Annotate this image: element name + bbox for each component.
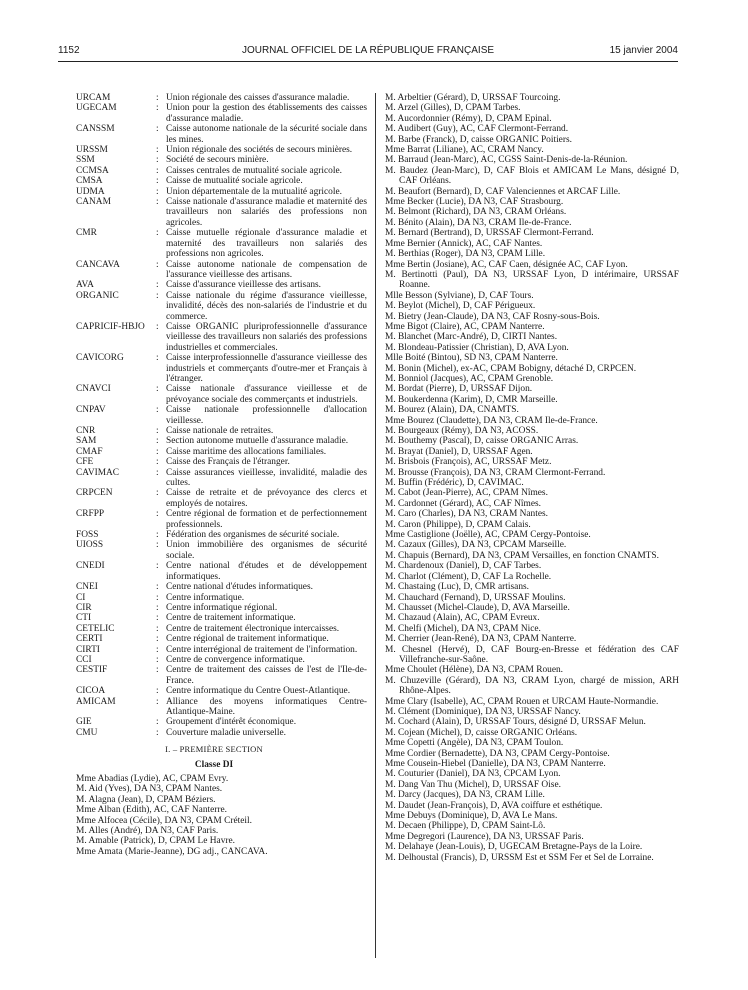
abbreviation-entry — [76, 436, 367, 446]
separator-colon: : — [156, 165, 159, 176]
person-entry: M. Chuzeville (Gérard), DA N3, CRAM Lyon, chargé de mission, ARH Rhône-Alpes. — [385, 675, 679, 697]
person-entry: M. Cazaux (Gilles), DA N3, CPCAM Marseille. — [385, 540, 567, 551]
person-entry: M. Barraud (Jean-Marc), AC, CGSS Saint-Denis-de-la-Réunion. — [385, 155, 628, 166]
abbreviation-definition: Union départementale de la mutualité agricole. — [166, 186, 342, 197]
abbreviation-term: CTI — [76, 613, 92, 624]
abbreviation-term: CCI — [76, 654, 92, 665]
abbreviation-term: CANSSM — [76, 124, 115, 135]
abbreviation-entry — [76, 426, 367, 436]
abbreviation-definition: Centre de traitement électronique intercaisses. — [166, 623, 340, 634]
abbreviation-entry — [76, 582, 367, 592]
abbreviation-definition: Caisse mutuelle régionale d'assurance maladie et maternité des travailleurs non salariés des professions non agricoles. — [166, 228, 367, 260]
abbreviation-term: CRFPP — [76, 509, 105, 520]
person-entry: Mme Bigot (Claire), AC, CPAM Nanterre. — [385, 321, 545, 332]
person-entry: M. Blondeau-Patissier (Christian), D, AVA Lyon. — [385, 342, 569, 353]
person-entry: M. Brisbois (François), AC, URSSAF Metz. — [385, 457, 552, 468]
person-entry: Mme Bernier (Annick), AC, CAF Nantes. — [385, 238, 543, 249]
separator-colon: : — [156, 602, 159, 613]
abbreviation-term: CNEI — [76, 582, 98, 593]
abbreviation-entry — [76, 228, 367, 259]
abbreviation-entry — [76, 93, 367, 103]
person-entry: M. Bietry (Jean-Claude), DA N3, CAF Rosny-sous-Bois. — [385, 311, 600, 322]
abbreviation-entry — [76, 530, 367, 540]
abbreviation-definition: Caisse d'assurance vieillesse des artisans. — [166, 280, 322, 291]
separator-colon: : — [156, 696, 159, 707]
abbreviation-definition: Centre régional de formation et de perfectionnement professionnels. — [166, 509, 367, 530]
person-entry: M. Chausset (Michel-Claude), D, AVA Marseille. — [385, 602, 570, 613]
abbreviation-entry — [76, 103, 367, 124]
abbreviation-definition: Centre de traitement des caisses de l'est de l'Ile-de-France. — [166, 665, 367, 686]
abbreviation-definition: Caisse maritime des allocations familiales. — [166, 446, 327, 457]
abbreviation-term: CIR — [76, 602, 92, 613]
person-entry: Mme Castiglione (Joëlle), AC, CPAM Cergy-Pontoise. — [385, 530, 591, 541]
abbreviation-entry — [76, 405, 367, 426]
separator-colon: : — [156, 384, 159, 395]
abbreviation-term: SSM — [76, 155, 95, 166]
person-entry: M. Bernard (Bertrand), D, URSSAF Clermont-Ferrand. — [385, 228, 594, 239]
person-entry: Mme Alban (Edith), AC, CAF Nanterre. — [76, 805, 228, 816]
person-entry: Mme Choulet (Hélène), DA N3, CPAM Rouen. — [385, 665, 564, 676]
separator-colon: : — [156, 145, 159, 156]
separator-colon: : — [156, 290, 159, 301]
person-entry: M. Clément (Dominique), DA N3, URSSAF Nancy. — [385, 706, 581, 717]
separator-colon: : — [156, 654, 159, 665]
abbreviation-entry — [76, 280, 367, 290]
abbreviation-definition: Caisse de mutualité sociale agricole. — [166, 176, 303, 187]
person-entry: M. Arzel (Gilles), D, CPAM Tarbes. — [385, 103, 521, 114]
abbreviation-term: UGECAM — [76, 103, 117, 114]
abbreviation-term: CETELIC — [76, 623, 115, 634]
person-entry: M. Chesnel (Hervé), D, CAF Bourg-en-Bresse et fédération des CAF Villefranche-sur-Saône. — [385, 644, 679, 665]
person-entry: M. Bouthemy (Pascal), D, caisse ORGANIC Arras. — [385, 436, 579, 447]
abbreviation-definition: Caisse de retraite et de prévoyance des clercs et employés de notaires. — [166, 488, 367, 509]
separator-colon: : — [156, 176, 159, 187]
abbreviation-term: UIOSS — [76, 540, 104, 551]
class-title: Classe DI — [194, 759, 234, 770]
separator-colon: : — [156, 665, 159, 676]
separator-colon: : — [156, 686, 159, 697]
abbreviation-definition: Caisse autonome nationale de la sécurité sociale dans les mines. — [166, 124, 367, 145]
abbreviation-term: CESTIF — [76, 665, 108, 676]
separator-colon: : — [156, 530, 159, 541]
person-entry: M. Beaufort (Bernard), D, CAF Valenciennes et ARCAF Lille. — [385, 186, 621, 197]
abbreviation-term: CMAF — [76, 446, 103, 457]
person-entry: M. Boukerdenna (Karim), D, CMR Marseille. — [385, 394, 558, 405]
abbreviation-entry — [76, 603, 367, 613]
abbreviation-term: CFE — [76, 457, 94, 468]
separator-colon: : — [156, 228, 159, 239]
person-entry: M. Beylot (Michel), D, CAF Périgueux. — [385, 301, 536, 312]
person-entry: M. Bonin (Michel), ex-AC, CPAM Bobigny, détaché D, CRPCEN. — [385, 363, 637, 374]
abbreviation-term: CAVIMAC — [76, 467, 120, 478]
abbreviation-term: ORGANIC — [76, 290, 119, 301]
abbreviation-definition: Fédération des organismes de sécurité sociale. — [166, 530, 340, 541]
abbreviation-entry — [76, 697, 367, 718]
abbreviation-term: CNEDI — [76, 561, 105, 572]
abbreviation-entry — [76, 260, 367, 281]
abbreviation-definition: Caisse nationale professionnelle d'allocation vieillesse. — [166, 405, 367, 426]
page-header — [58, 45, 678, 61]
person-entry: M. Chapuis (Bernard), DA N3, CPAM Versailles, en fonction CNAMTS. — [385, 550, 659, 561]
separator-colon: : — [156, 446, 159, 457]
abbreviation-term: CMSA — [76, 176, 103, 187]
abbreviation-definition: Union régionale des caisses d'assurance maladie. — [166, 93, 350, 103]
separator-colon: : — [156, 353, 159, 364]
person-entry: M. Cochard (Alain), D, URSSAF Tours, désigné D, URSSAF Melun. — [385, 717, 646, 728]
abbreviation-definition: Union pour la gestion des établissements des caisses d'assurance maladie. — [166, 103, 367, 124]
abbreviation-term: CANCAVA — [76, 259, 120, 270]
page-number: 1152 — [58, 45, 80, 56]
abbreviation-definition: Groupement d'intérêt économique. — [166, 717, 297, 728]
abbreviation-definition: Centre de convergence informatique. — [166, 654, 305, 665]
person-entry: M. Caro (Charles), DA N3, CRAM Nantes. — [385, 509, 549, 520]
person-entry: M. Couturier (Daniel), DA N3, CPCAM Lyon. — [385, 769, 561, 780]
separator-colon: : — [156, 592, 159, 603]
abbreviation-entry — [76, 665, 367, 686]
person-entry: M. Caron (Philippe), D, CPAM Calais. — [385, 519, 531, 530]
abbreviation-definition: Caisse des Français de l'étranger. — [166, 457, 290, 468]
abbreviation-definition: Caisses centrales de mutualité sociale agricole. — [166, 165, 342, 176]
separator-colon: : — [156, 717, 159, 728]
person-entry: M. Cardonnet (Gérard), AC, CAF Nîmes. — [385, 498, 541, 509]
person-entry: M. Berthias (Roger), DA N3, CPAM Lille. — [385, 249, 546, 260]
person-entry: M. Audibert (Guy), AC, CAF Clermont-Ferrand. — [385, 124, 569, 135]
abbreviation-definition: Caisse nationale d'assurance vieillesse et de prévoyance sociale des commerçants et industriels. — [166, 384, 367, 405]
abbreviation-term: URSSM — [76, 145, 108, 156]
abbreviation-definition: Caisse nationale d'assurance maladie et maternité des travailleurs non salariés des professions non agricoles. — [166, 197, 367, 228]
abbreviation-definition: Alliance des moyens informatiques Centre-Atlantique-Maine. — [166, 696, 367, 717]
abbreviation-entry — [76, 124, 367, 145]
journal-title: JOURNAL OFFICIEL DE LA RÉPUBLIQUE FRANÇAISE — [241, 45, 495, 56]
separator-colon: : — [156, 613, 159, 624]
person-entry: Mme Degregori (Laurence), DA N3, URSSAF Paris. — [385, 831, 584, 842]
abbreviation-entry — [76, 717, 367, 727]
person-entry: M. Chardenoux (Daniel), D, CAF Tarbes. — [385, 561, 542, 572]
separator-colon: : — [156, 634, 159, 645]
abbreviation-term: CMU — [76, 727, 98, 738]
abbreviation-term: CNPAV — [76, 405, 106, 416]
separator-colon: : — [156, 436, 159, 447]
separator-colon: : — [156, 582, 159, 593]
person-entry: M. Bonniol (Jacques), AC, CPAM Grenoble. — [385, 373, 554, 384]
abbreviation-definition: Caisse interprofessionnelle d'assurance vieillesse des industriels et commerçants d'outre-mer et Français à l'étranger. — [166, 353, 367, 384]
person-entry: M. Decaen (Philippe), D, CPAM Saint-Lô. — [385, 821, 546, 832]
person-entry: Mme Abadias (Lydie), AC, CPAM Evry. — [76, 774, 229, 784]
person-entry: M. Delahaye (Jean-Louis), D, UGECAM Bretagne-Pays de la Loire. — [385, 842, 643, 853]
person-entry: Mme Debuys (Dominique), D, AVA Le Mans. — [385, 811, 558, 822]
abbreviation-term: CCMSA — [76, 165, 109, 176]
abbreviation-term: CAVICORG — [76, 353, 124, 364]
separator-colon: : — [156, 259, 159, 270]
abbreviation-entry — [76, 468, 367, 489]
section-title: I. – PREMIÈRE SECTION — [165, 744, 263, 755]
abbreviation-entry — [76, 353, 367, 384]
abbreviation-entry — [76, 624, 367, 634]
abbreviation-definition: Centre régional de traitement informatique. — [166, 634, 329, 645]
person-entry: Mme Barrat (Liliane), AC, CRAM Nancy. — [385, 145, 544, 156]
abbreviation-entry — [76, 540, 367, 561]
person-entry: M. Alagna (Jean), D, CPAM Béziers. — [76, 794, 216, 805]
abbreviation-entry — [76, 634, 367, 644]
person-entry: M. Buffin (Frédéric), D, CAVIMAC. — [385, 478, 524, 489]
abbreviation-term: SAM — [76, 436, 97, 447]
abbreviation-definition: Centre de traitement informatique. — [166, 613, 296, 624]
separator-colon: : — [156, 623, 159, 634]
person-entry: Mlle Besson (Sylviane), D, CAF Tours. — [385, 290, 534, 301]
abbreviation-entry — [76, 509, 367, 530]
abbreviation-definition: Caisse assurances vieillesse, invalidité, maladie des cultes. — [166, 467, 367, 489]
abbreviation-term: FOSS — [76, 530, 99, 541]
abbreviation-term: GIE — [76, 717, 92, 728]
abbreviation-term: URCAM — [76, 93, 111, 103]
person-entry: M. Amable (Patrick), D, CPAM Le Havre. — [76, 836, 236, 847]
person-entry: M. Brousse (François), DA N3, CRAM Clermont-Ferrand. — [385, 467, 606, 478]
person-entry: M. Daudet (Jean-François), D, AVA coiffure et esthétique. — [385, 800, 603, 811]
person-entry: Mme Alfocea (Cécile), DA N3, CPAM Créteil. — [76, 815, 252, 826]
person-entry: M. Bordat (Pierre), D, URSSAF Dijon. — [385, 384, 533, 395]
person-entry: M. Blanchet (Marc-André), D, CIRTI Nantes. — [385, 332, 558, 343]
separator-colon: : — [156, 540, 159, 551]
person-entry: M. Chelfi (Michel), DA N3, CPAM Nice. — [385, 623, 541, 634]
abbreviation-definition: Couverture maladie universelle. — [166, 727, 287, 738]
person-entry: M. Dang Van Thu (Michel), D, URSSAF Oise. — [385, 779, 561, 790]
abbreviation-term: CNAVCI — [76, 384, 111, 395]
right-column — [385, 93, 679, 863]
separator-colon: : — [156, 197, 159, 208]
separator-colon: : — [156, 93, 159, 103]
person-entry: Mlle Boité (Bintou), SD N3, CPAM Nanterre. — [385, 353, 558, 364]
person-entry: M. Baudez (Jean-Marc), D, CAF Blois et AMICAM Le Mans, désigné D, CAF Orléans. — [385, 165, 679, 187]
person-entry: Mme Clary (Isabelle), AC, CPAM Rouen et URCAM Haute-Normandie. — [385, 696, 659, 707]
abbreviation-term: CMR — [76, 228, 97, 239]
person-entry: M. Chazaud (Alain), AC, CPAM Evreux. — [385, 613, 540, 624]
person-entry: M. Brayat (Daniel), D, URSSAF Agen. — [385, 446, 533, 457]
separator-colon: : — [156, 321, 159, 332]
abbreviation-term: CNR — [76, 426, 96, 436]
separator-colon: : — [156, 644, 159, 655]
abbreviation-term: CERTI — [76, 634, 103, 645]
abbreviation-entry — [76, 291, 367, 322]
abbreviation-definition: Caisse nationale du régime d'assurance vieillesse, invalidité, décès des non-salariés de l'industrie et du commerce. — [166, 290, 367, 322]
separator-colon: : — [156, 727, 159, 738]
person-entry: M. Cabot (Jean-Pierre), AC, CPAM Nîmes. — [385, 488, 548, 499]
person-entry: Mme Amata (Marie-Jeanne), DG adj., CANCAVA. — [76, 846, 268, 857]
person-entry: M. Darcy (Jacques), DA N3, CRAM Lille. — [385, 790, 545, 801]
person-entry: M. Bourez (Alain), DA, CNAMTS. — [385, 405, 519, 416]
abbreviation-entry — [76, 322, 367, 353]
separator-colon: : — [156, 124, 159, 135]
separator-colon: : — [156, 488, 159, 499]
person-entry: M. Chauchard (Fernand), D, URSSAF Moulins. — [385, 592, 566, 603]
abbreviation-entry — [76, 145, 367, 155]
abbreviation-entry — [76, 176, 367, 186]
left-column — [76, 93, 367, 857]
person-entry: M. Cojean (Michel), D, caisse ORGANIC Orléans. — [385, 727, 578, 738]
person-entry: M. Barbe (Franck), D, caisse ORGANIC Poitiers. — [385, 134, 572, 145]
header-rule — [58, 61, 678, 62]
abbreviation-definition: Caisse nationale de retraites. — [166, 426, 274, 436]
abbreviation-term: CANAM — [76, 197, 111, 208]
person-entry: M. Delhoustal (Francis), D, URSSM Est et SSM Fer et Sel de Lorraine. — [385, 852, 654, 863]
abbreviation-entry — [76, 457, 367, 467]
left-person-list — [76, 774, 367, 857]
abbreviation-term: CIRTI — [76, 644, 100, 655]
abbreviation-entry — [76, 384, 367, 405]
person-entry: Mme Becker (Lucie), DA N3, CAF Strasbourg. — [385, 197, 564, 208]
abbreviation-definition: Union immobilière des organismes de sécurité sociale. — [166, 540, 367, 561]
person-entry: M. Aucordonnier (Rémy), D, CPAM Epinal. — [385, 113, 552, 124]
person-entry: M. Belmont (Richard), DA N3, CRAM Orléans. — [385, 207, 567, 218]
person-entry: M. Charlot (Clément), D, CAF La Rochelle. — [385, 571, 552, 582]
abbreviation-definition: Centre national d'études informatiques. — [166, 582, 313, 593]
separator-colon: : — [156, 405, 159, 416]
abbreviation-definition: Centre informatique du Centre Ouest-Atlantique. — [166, 686, 351, 697]
person-entry: M. Cherrier (Jean-René), DA N3, CPAM Nanterre. — [385, 634, 577, 645]
abbreviation-entry — [76, 645, 367, 655]
abbreviation-definition: Caisse ORGANIC pluriprofessionnelle d'assurance vieillesse des travailleurs non salariés des professions industrielles et commerciales. — [166, 321, 367, 353]
abbreviation-entry — [76, 655, 367, 665]
abbreviation-definition: Centre interrégional de traitement de l'information. — [166, 644, 358, 655]
separator-colon: : — [156, 467, 159, 478]
abbreviation-entry — [76, 197, 367, 228]
separator-colon: : — [156, 155, 159, 166]
abbreviation-term: AMICAM — [76, 696, 116, 707]
column-divider — [375, 93, 376, 958]
right-person-list — [385, 93, 679, 863]
separator-colon: : — [156, 457, 159, 468]
abbreviation-entry — [76, 561, 367, 582]
separator-colon: : — [156, 280, 159, 291]
abbreviation-entry — [76, 187, 367, 197]
abbreviation-definition: Section autonome mutuelle d'assurance maladie. — [166, 436, 349, 447]
abbreviation-definition: Centre national d'études et de développement informatiques. — [166, 561, 367, 582]
separator-colon: : — [156, 426, 159, 436]
abbreviation-entry — [76, 593, 367, 603]
person-entry: Mme Bourez (Claudette), DA N3, CRAM Ile-de-France. — [385, 415, 598, 426]
abbreviation-term: AVA — [76, 280, 94, 291]
abbreviation-entry — [76, 488, 367, 509]
abbreviation-term: UDMA — [76, 186, 105, 197]
separator-colon: : — [156, 186, 159, 197]
separator-colon: : — [156, 561, 159, 572]
person-entry: M. Bourgeaux (Rémy), DA N3, ACOSS. — [385, 426, 539, 436]
person-entry: M. Chastaing (Luc), D, CMR artisans. — [385, 582, 529, 593]
person-entry: M. Bénito (Alain), DA N3, CRAM Ile-de-France. — [385, 217, 572, 228]
abbreviation-term: CRPCEN — [76, 488, 113, 499]
abbreviation-entry — [76, 613, 367, 623]
abbreviation-entry — [76, 728, 367, 738]
abbreviation-entry — [76, 447, 367, 457]
person-entry: Mme Copetti (Angèle), DA N3, CPAM Toulon. — [385, 738, 564, 749]
abbreviation-entry — [76, 155, 367, 165]
person-entry: M. Aid (Yves), DA N3, CPAM Nantes. — [76, 784, 223, 795]
person-entry: M. Bertinotti (Paul), DA N3, URSSAF Lyon, D intérimaire, URSSAF Roanne. — [385, 269, 679, 291]
abbreviation-list — [76, 93, 367, 738]
issue-date: 15 janvier 2004 — [609, 45, 678, 56]
abbreviation-entry — [76, 166, 367, 176]
abbreviation-term: CAPRICIF-HBJO — [76, 321, 145, 332]
abbreviation-definition: Centre informatique régional. — [166, 602, 278, 613]
person-entry: M. Alles (André), DA N3, CAF Paris. — [76, 826, 219, 837]
abbreviation-definition: Centre informatique. — [166, 592, 245, 603]
abbreviation-term: CI — [76, 592, 86, 603]
separator-colon: : — [156, 509, 159, 520]
abbreviation-term: CICOA — [76, 686, 106, 697]
abbreviation-definition: Société de secours minière. — [166, 155, 269, 166]
abbreviation-entry — [76, 686, 367, 696]
abbreviation-definition: Caisse autonome nationale de compensation de l'assurance vieillesse des artisans. — [166, 259, 367, 280]
separator-colon: : — [156, 103, 159, 114]
person-entry: M. Arbeltier (Gérard), D, URSSAF Tourcoing. — [385, 93, 561, 103]
person-entry: Mme Cousein-Hiebel (Danielle), DA N3, CPAM Nanterre. — [385, 759, 606, 769]
person-entry: Mme Cordier (Bernadette), DA N3, CPAM Cergy-Pontoise. — [385, 748, 610, 759]
abbreviation-definition: Union régionale des sociétés de secours minières. — [166, 145, 353, 156]
person-entry: Mme Bertin (Josiane), AC, CAF Caen, désignée AC, CAF Lyon. — [385, 259, 628, 270]
